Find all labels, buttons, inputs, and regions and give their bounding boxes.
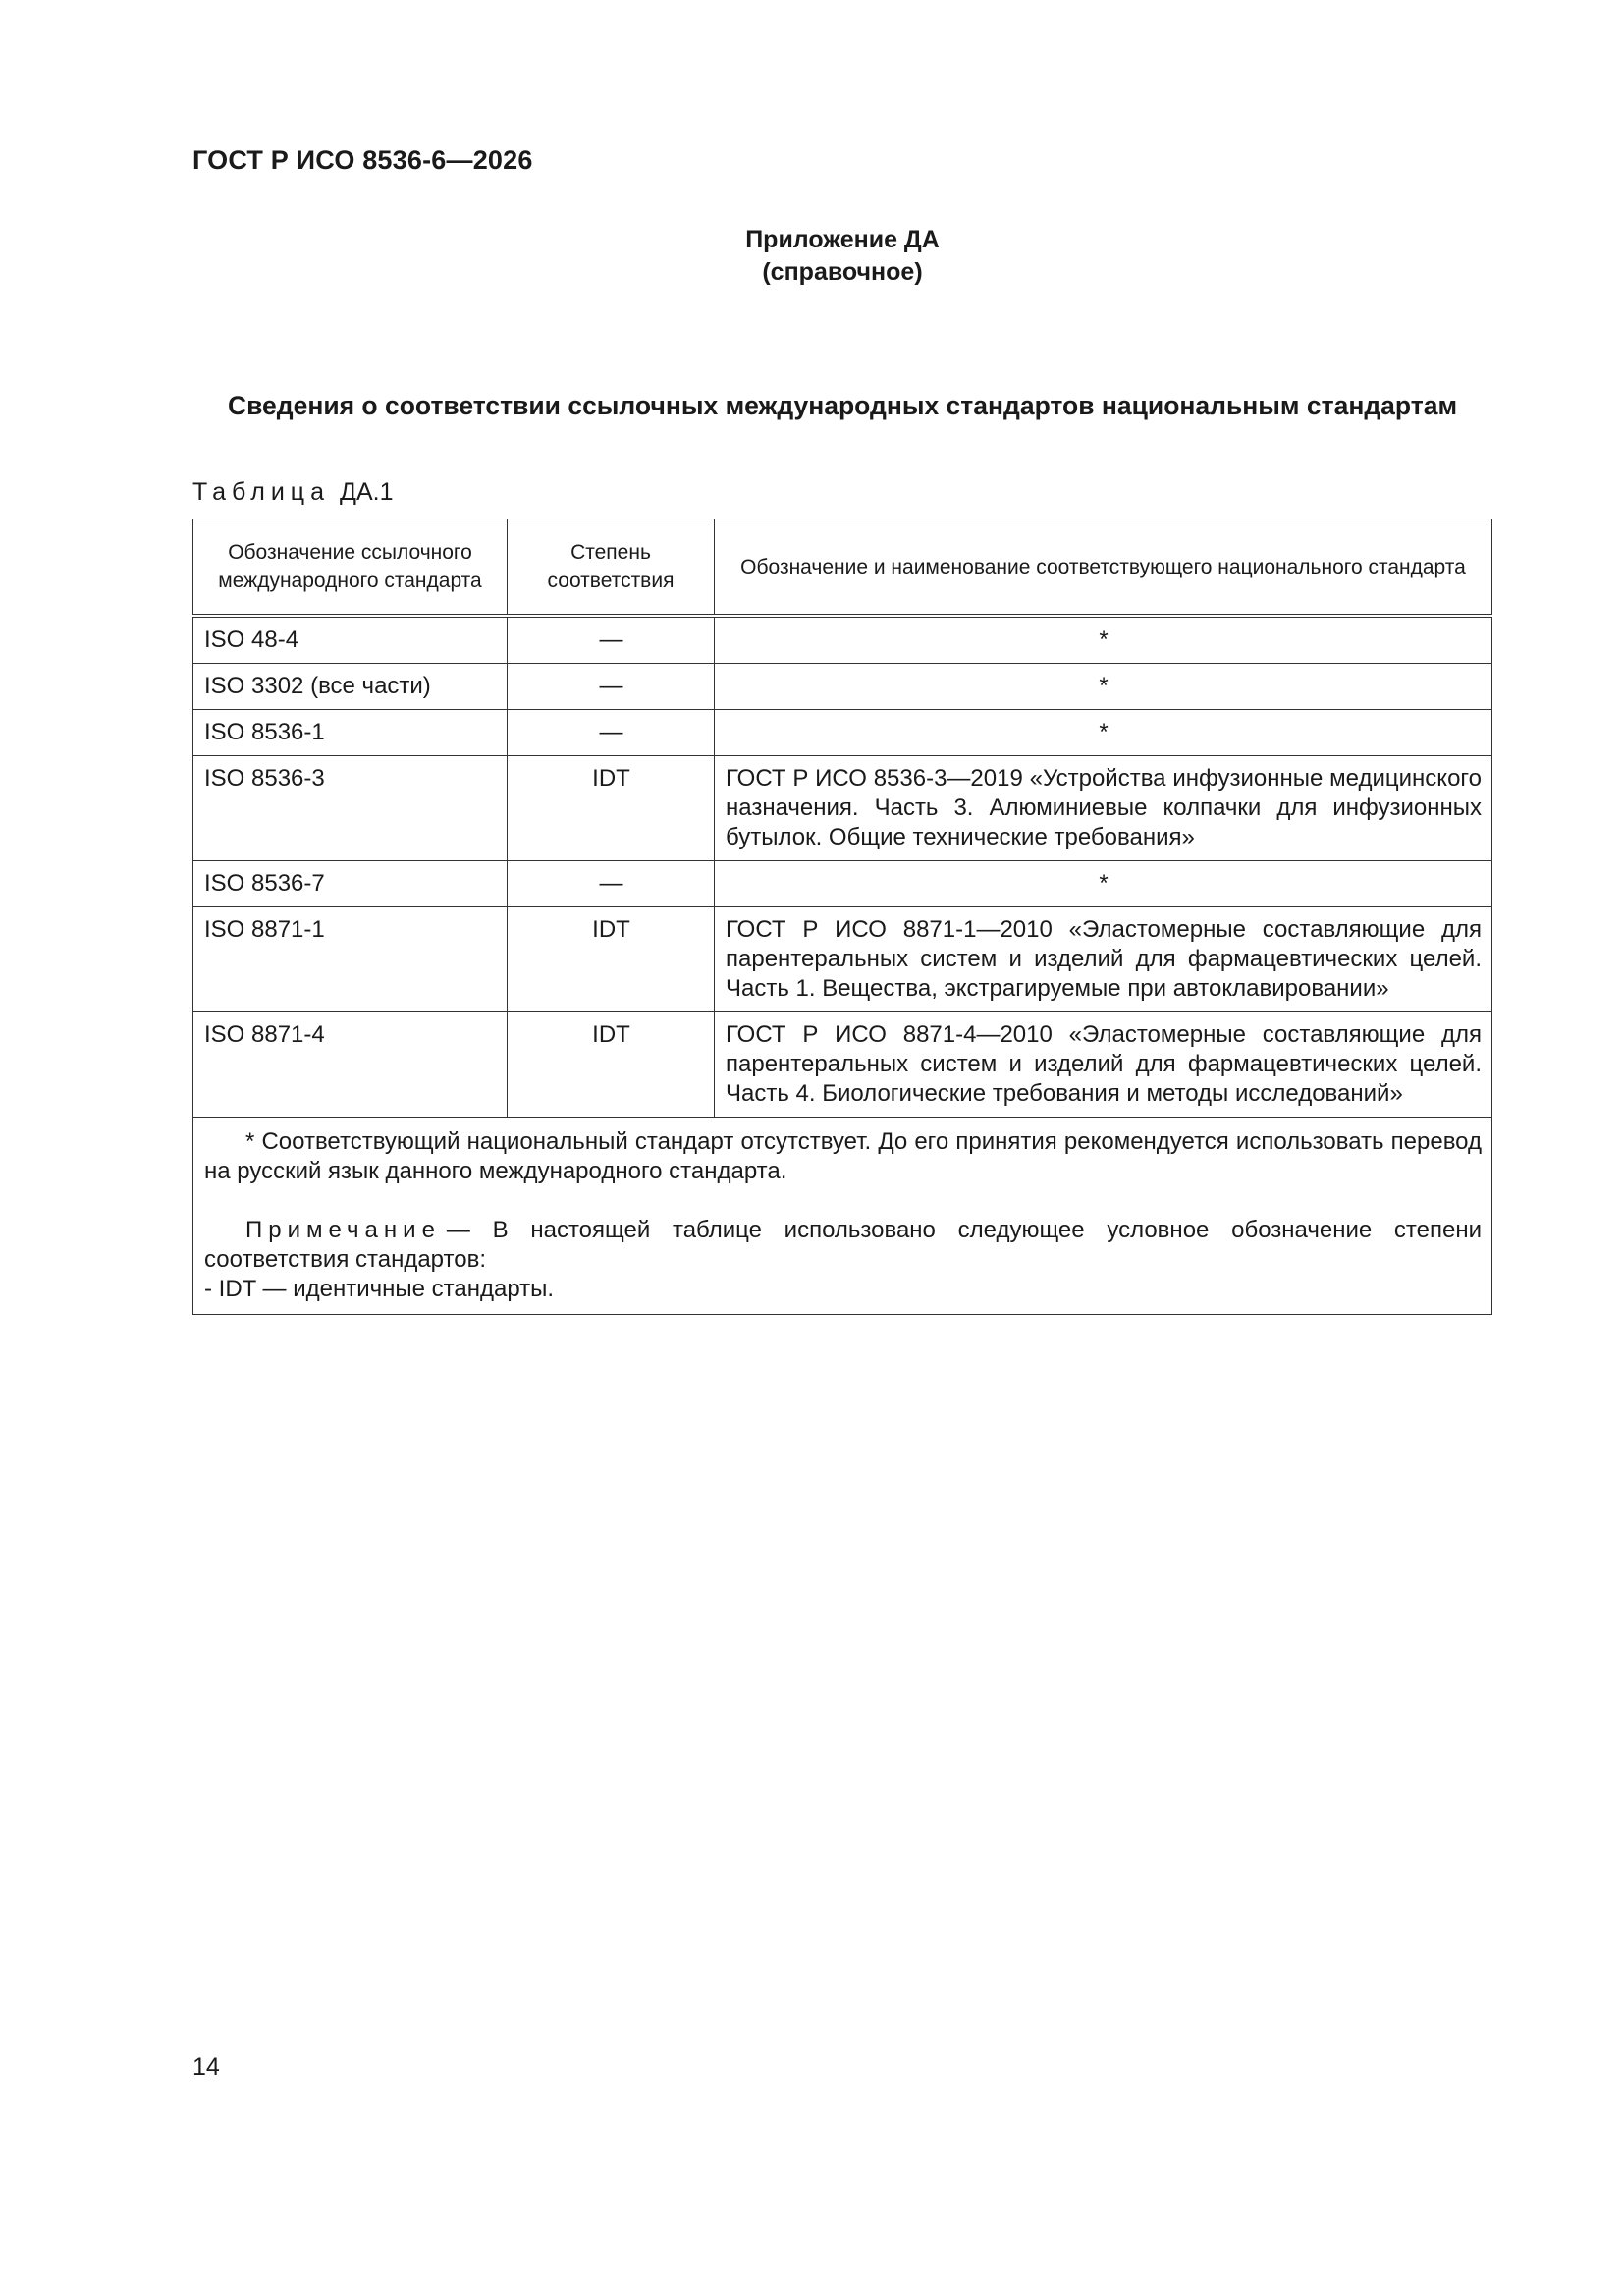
table-row <box>193 1012 1492 1118</box>
table-row <box>193 861 1492 907</box>
appendix-heading <box>192 224 1492 289</box>
national-standard-cell: ГОСТ Р ИСО 8536-3—2019 «Устройства инфузионные медицинского назначения. Часть 3. Алюминиевые колпачки для инфузионных бутылок. Общие технические требования» <box>715 756 1492 861</box>
table-footer-cell <box>193 1118 1492 1315</box>
table-footer-row <box>193 1118 1492 1315</box>
national-standard-cell: ГОСТ Р ИСО 8871-4—2010 «Эластомерные составляющие для парентеральных систем и изделий для фармацевтических целей. Часть 4. Биологические требования и методы исследований» <box>715 1012 1492 1118</box>
table-row <box>193 907 1492 1012</box>
intl-standard-cell: ISO 8536-3 <box>193 756 508 861</box>
intl-standard-cell: ISO 8871-1 <box>193 907 508 1012</box>
appendix-type: (справочное) <box>762 258 923 286</box>
table-header-row <box>193 519 1492 617</box>
column-header-national: Обозначение и наименование соответствующего национального стандарта <box>715 519 1492 617</box>
table-row <box>193 710 1492 756</box>
degree-cell: — <box>508 710 715 756</box>
note-item: - IDT — идентичные стандарты. <box>204 1276 555 1302</box>
national-standard-cell: * <box>715 616 1492 664</box>
column-header-intl: Обозначение ссылочного международного стандарта <box>193 519 508 617</box>
table-caption-label: Таблица <box>192 478 331 506</box>
section-title: Сведения о соответствии ссылочных международных стандартов национальным стандартам <box>227 391 1458 420</box>
note-text: — В настоящей таблице использовано следующее условное обозначение степени соответствия стандартов: <box>204 1217 1482 1273</box>
intl-standard-cell: ISO 3302 (все части) <box>193 664 508 710</box>
national-standard-cell: * <box>715 710 1492 756</box>
table-note <box>204 1216 1482 1275</box>
table-footnote: * Соответствующий национальный стандарт отсутствует. До его принятия рекомендуется использовать перевод на русский язык данного международного стандарта. <box>204 1128 1482 1184</box>
intl-standard-cell: ISO 8536-1 <box>193 710 508 756</box>
national-standard-cell: ГОСТ Р ИСО 8871-1—2010 «Эластомерные составляющие для парентеральных систем и изделий для фармацевтических целей. Часть 1. Вещества, экстрагируемые при автоклавировании» <box>715 907 1492 1012</box>
degree-cell: IDT <box>508 1012 715 1118</box>
degree-cell: IDT <box>508 756 715 861</box>
column-header-degree: Степень соответствия <box>508 519 715 617</box>
table-row <box>193 664 1492 710</box>
note-label: Примечание <box>245 1217 441 1243</box>
degree-cell: — <box>508 616 715 664</box>
intl-standard-cell: ISO 48-4 <box>193 616 508 664</box>
intl-standard-cell: ISO 8536-7 <box>193 861 508 907</box>
degree-cell: — <box>508 664 715 710</box>
table-row <box>193 756 1492 861</box>
correspondence-table <box>192 519 1492 1315</box>
degree-cell: IDT <box>508 907 715 1012</box>
table-caption-number: ДА.1 <box>340 478 394 506</box>
appendix-title: Приложение ДА <box>745 226 940 253</box>
national-standard-cell: * <box>715 664 1492 710</box>
national-standard-cell: * <box>715 861 1492 907</box>
intl-standard-cell: ISO 8871-4 <box>193 1012 508 1118</box>
table-caption <box>192 478 394 507</box>
document-designation: ГОСТ Р ИСО 8536-6—2026 <box>192 145 533 175</box>
page-number: 14 <box>192 2053 220 2081</box>
degree-cell: — <box>508 861 715 907</box>
table-row <box>193 616 1492 664</box>
